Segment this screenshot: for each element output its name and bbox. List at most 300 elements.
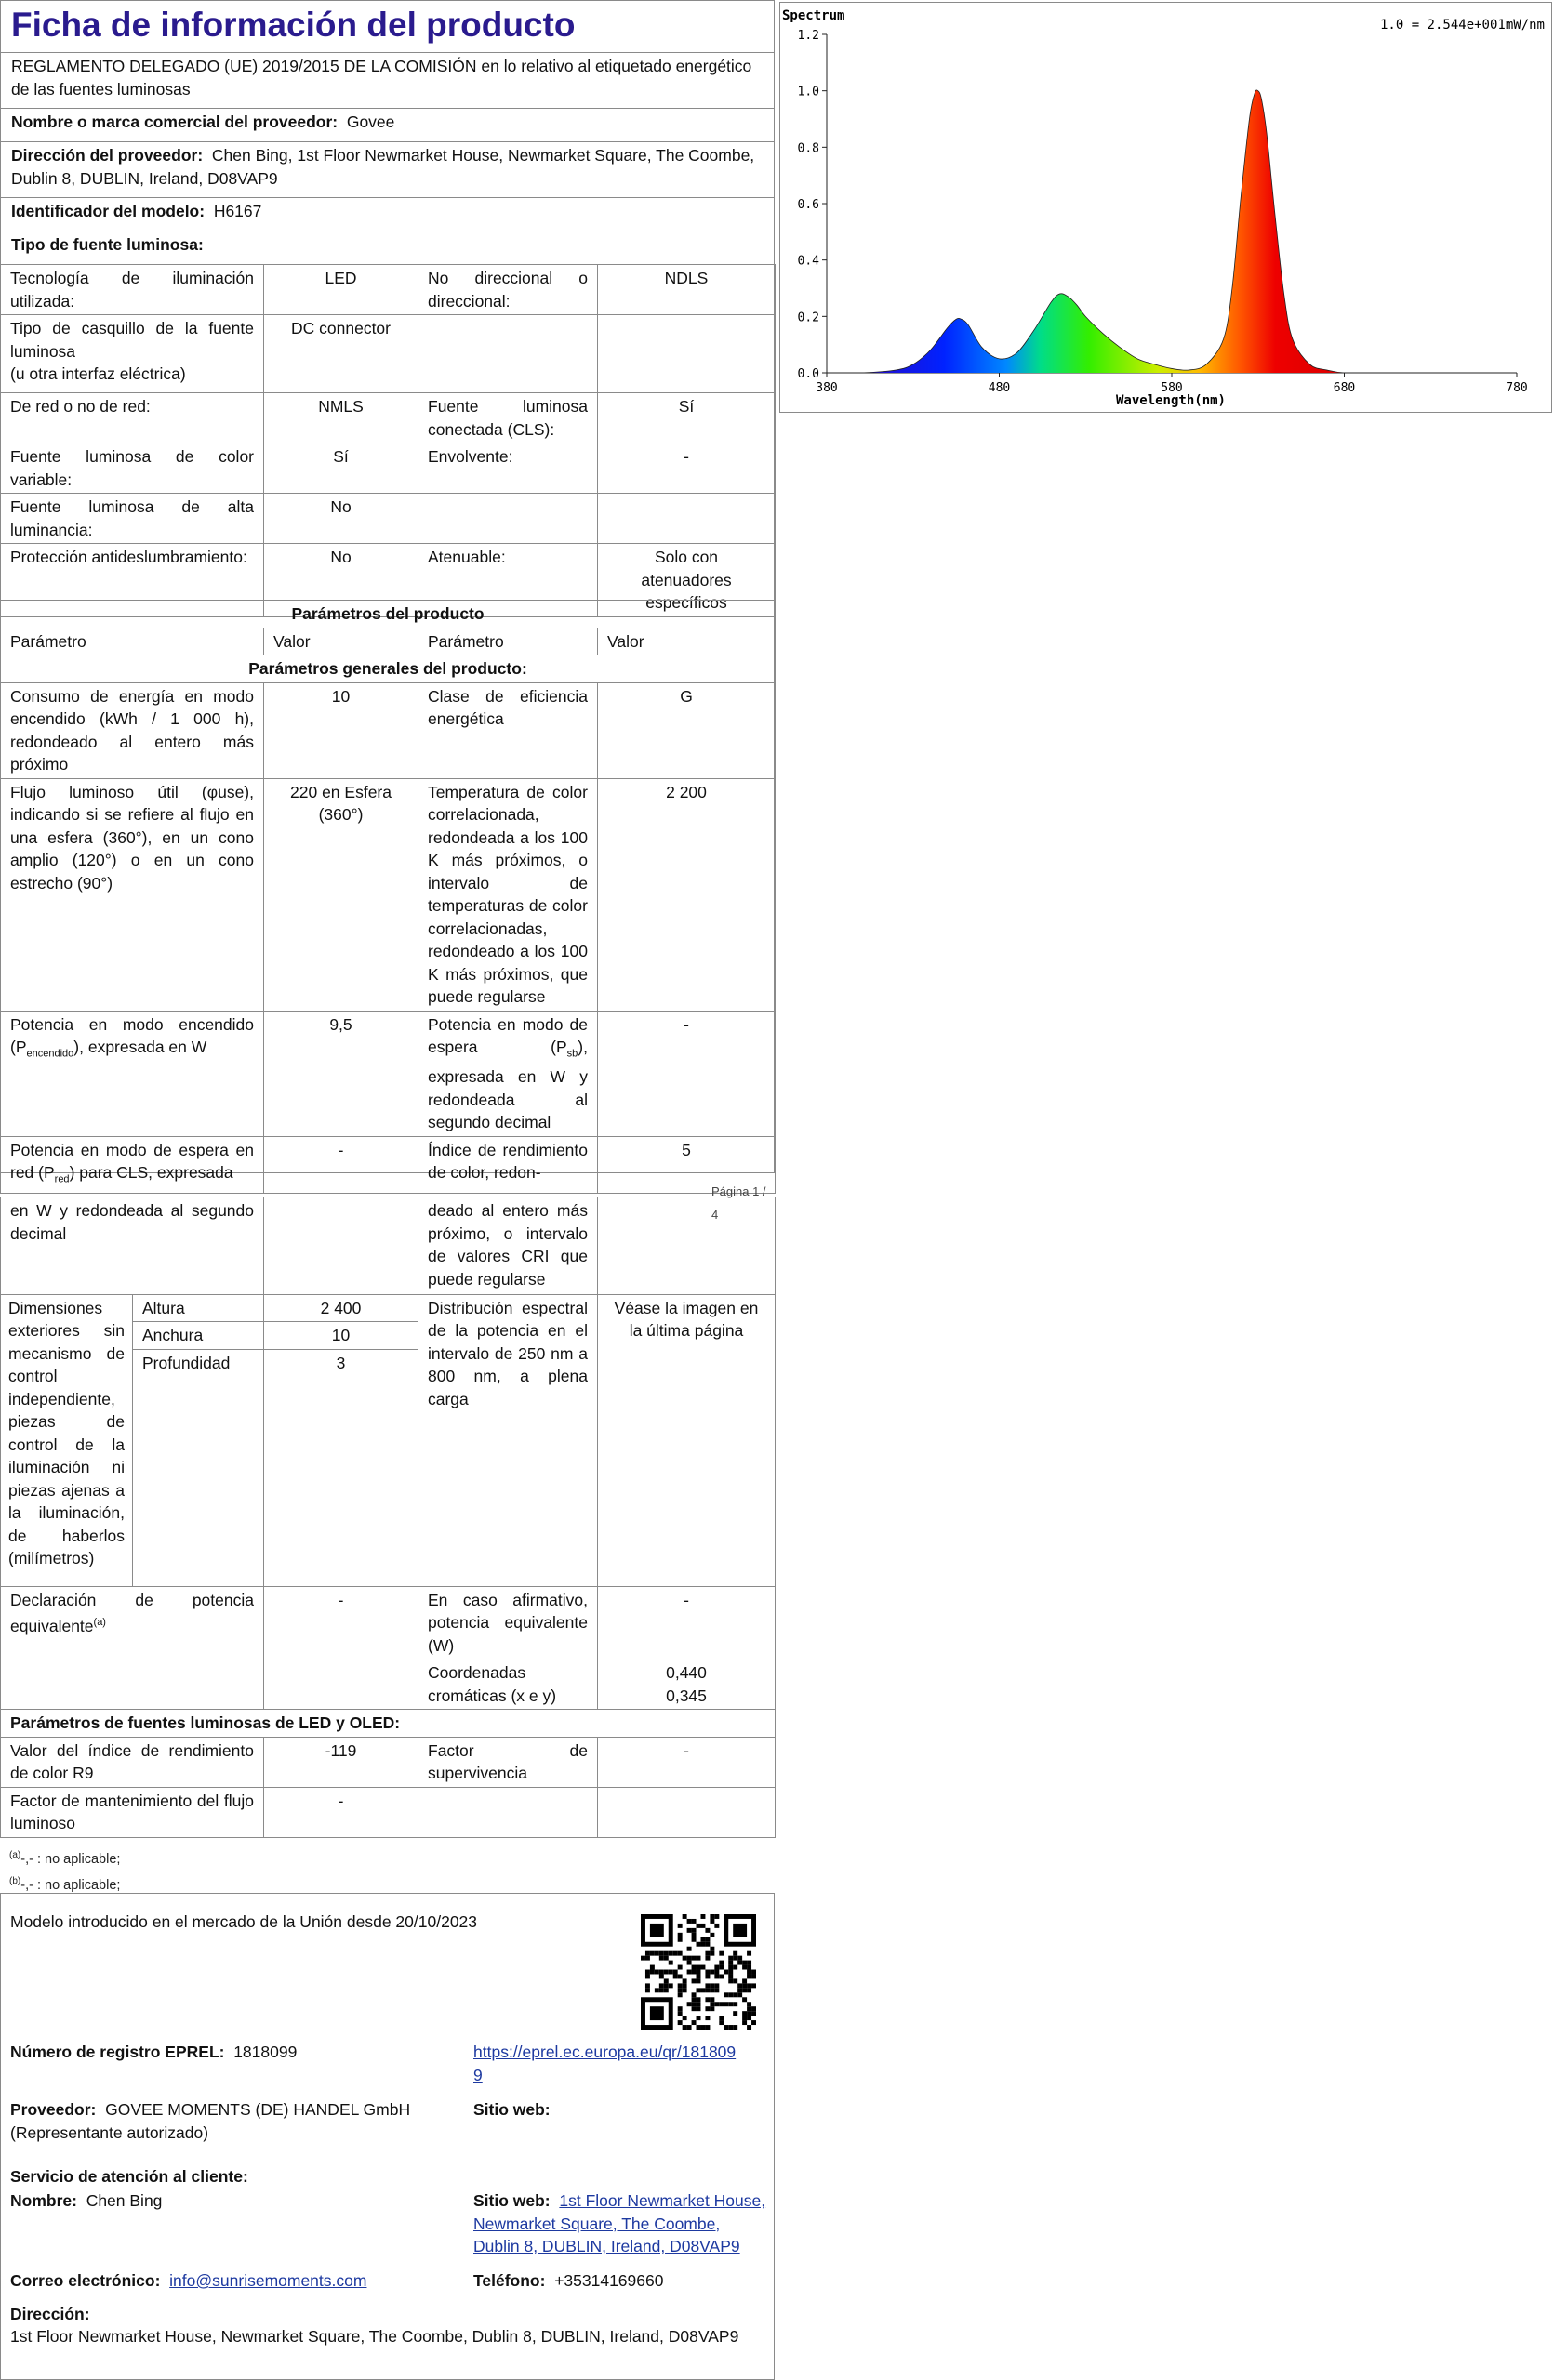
empty-cell [264,1659,418,1710]
on-mode-power-value: 9,5 [264,1011,418,1136]
qr-module [673,1951,678,1956]
type-header: Tipo de fuente luminosa: [0,231,775,264]
y-tick-label: 1.0 [797,85,819,99]
empty-cell [418,1787,598,1837]
qr-module [692,1970,697,1975]
qr-module [719,2002,724,2006]
qr-module [678,1965,683,1970]
qr-module [650,2006,664,2020]
lumen-maintenance-label: Factor de mantenimiento del flujo luminoso [1,1787,264,1837]
qr-module [700,1914,705,1919]
high-luminance-label: Fuente luminosa de alta luminancia: [1,494,264,544]
table-row [1,443,776,494]
qr-module [697,1997,701,2002]
qr-module [728,1956,733,1961]
qr-module [705,1983,710,1988]
empty-cell [1,1659,264,1710]
energy-class-label: Clase de eficiencia energética [418,682,598,778]
address-value: 1st Floor Newmarket House, Newmarket Square, The Coombe, Dublin 8, DUBLIN, Ireland, D08VAP9 [10,2327,739,2346]
qr-module [692,1919,697,1924]
qr-module [664,1970,669,1975]
qr-module [687,2025,692,2030]
qr-module [697,1970,701,1975]
qr-module [705,1988,710,1992]
qr-module [678,1988,683,1992]
qr-module [710,1947,714,1951]
email-row: Correo electrónico: info@sunrisemoments.com [10,2271,367,2290]
survival-factor-label: Factor de supervivencia [418,1737,598,1787]
x-tick-label: 480 [988,381,1011,395]
qr-module [669,1961,673,1965]
params-table [0,600,776,1194]
qr-module [641,1956,645,1961]
qr-module [687,1956,692,1961]
qr-module [669,1970,673,1975]
qr-module [664,1988,669,1992]
qr-module [733,2002,737,2006]
column-header-value: Valor [598,628,776,655]
spectrum-line [827,90,1517,373]
phone-value: +35314169660 [554,2271,664,2290]
qr-module [728,1974,733,1978]
qr-module [678,1937,683,1942]
qr-module [714,1970,719,1975]
qr-module [645,1951,650,1956]
qr-module [664,1978,669,1983]
qr-module [728,2025,733,2030]
qr-module [733,1965,737,1970]
qr-module [683,2016,687,2020]
dimensions-label: Dimensiones exteriores sin mecanismo de control independiente, piezas de control de la iluminación ni piezas ajenas a la iluminación, de haberlos (milímetros) [1,1294,133,1586]
table-row [1,682,776,778]
qr-module [737,1961,742,1965]
color-tunable-label: Fuente luminosa de color variable: [1,443,264,494]
qr-module [697,2016,701,2020]
table-row [1,1136,776,1194]
qr-module [650,1924,664,1937]
qr-module [687,1928,692,1933]
qr-module [650,1965,655,1970]
qr-module [659,1983,664,1988]
qr-module [705,1928,710,1933]
qr-module [737,1983,742,1988]
qr-module [683,1983,687,1988]
qr-module [724,2025,728,2030]
table-row [1,655,776,683]
network-standby-label-cont: en W y redondeada al segundo decimal [1,1197,264,1294]
qr-module [678,2011,683,2016]
qr-module [751,1970,756,1975]
high-luminance-value: No [264,494,418,544]
qr-module [705,1942,710,1947]
table-row [1,628,776,655]
qr-module [645,1974,650,1978]
envelope-value: - [598,443,776,494]
qr-module [751,1974,756,1978]
table-row [1,1787,776,1837]
table-row [1,393,776,443]
qr-module [683,2025,687,2030]
supplier-address-row [0,141,775,197]
led-header: Parámetros de fuentes luminosas de LED y OLED: [1,1710,776,1738]
directional-value: NDLS [598,265,776,315]
energy-class-value: G [598,682,776,778]
empty-cell [264,1197,418,1294]
qr-module [700,1924,705,1928]
qr-module [747,2006,751,2011]
qr-module [724,1992,728,1997]
qr-module [747,2025,751,2030]
x-tick-label: 580 [1161,381,1183,395]
qr-module [710,2006,714,2011]
qr-module [697,1974,701,1978]
table-row [1,315,776,393]
qr-module [714,1965,719,1970]
qr-module [705,1951,710,1956]
model-label: Identificador del modelo: [11,202,206,220]
table-row [1,265,776,315]
qr-module [747,2016,751,2020]
cap-type-label: Tipo de casquillo de la fuente luminosa (u otra interfaz eléctrica) [1,315,264,393]
r9-value: -119 [264,1737,418,1787]
qr-module [659,1956,664,1961]
table-row [1,1659,776,1710]
qr-module [710,1933,714,1937]
envelope-label: Envolvente: [418,443,598,494]
qr-code-icon[interactable] [641,1914,756,2030]
cap-type-value: DC connector [264,315,418,393]
chart-title: Spectrum [782,8,845,23]
table-row [1,1197,776,1294]
qr-module [747,1961,751,1965]
qr-module [683,1914,687,1919]
height-label: Altura [133,1294,264,1322]
qr-module [742,1978,747,1983]
depth-value: 3 [264,1349,418,1586]
empty-cell [598,315,776,393]
table-row [1,1011,776,1136]
qr-module [742,2020,747,2025]
color-tunable-value: Sí [264,443,418,494]
y-tick-label: 0.6 [797,198,819,212]
cri-label-cont: deado al entero más próximo, o intervalo de valores CRI que puede regularse [418,1197,598,1294]
network-standby-label: Potencia en modo de espera en red $(P_{red})$ para CLS, expresada [1,1136,264,1194]
qr-module [733,1978,737,1983]
qr-module [697,1988,701,1992]
qr-module [724,2002,728,2006]
qr-module [714,1983,719,1988]
qr-module [697,2006,701,2011]
qr-module [710,1997,714,2002]
qr-module [692,1978,697,1983]
contact-name: Chen Bing [86,2191,163,2210]
qr-module [697,1978,701,1983]
luminous-flux-label: Flujo luminoso útil (φuse), indicando si se refiere al flujo en una esfera (360°), en un cono amplio (120°) o en un cono estrecho (90°) [1,778,264,1011]
cls-label: Fuente luminosa conectada (CLS): [418,393,598,443]
qr-module [673,1974,678,1978]
qr-module [645,1970,650,1975]
qr-module [719,1974,724,1978]
spectrum-area [827,90,1517,373]
qr-module [710,1914,714,1919]
qr-module [705,2006,710,2011]
qr-module [683,1978,687,1983]
directional-label: No direccional o direccional: [418,265,598,315]
qr-module [751,1983,756,1988]
spectral-distribution-label: Distribución espectral de la potencia en el intervalo de 250 nm a 800 nm, a plena carga [418,1294,598,1586]
qr-module [678,1992,683,1997]
qr-module [669,1983,673,1988]
qr-module [733,1956,737,1961]
qr-module [692,1956,697,1961]
qr-module [700,1965,705,1970]
qr-module [659,1951,664,1956]
qr-module [742,1965,747,1970]
supplier-name-value: Govee [346,112,395,131]
qr-module [697,1942,701,1947]
spectrum-chart [779,2,1552,413]
page-number: Página 1 / 4 [711,1184,766,1222]
column-header-param: Parámetro [1,628,264,655]
chromaticity-value: 0,440 0,345 [598,1659,776,1710]
regulation-text: REGLAMENTO DELEGADO (UE) 2019/2015 DE LA COMISIÓN en lo relativo al etiquetado energético de las fuentes luminosas [0,52,775,108]
qr-module [710,1970,714,1975]
qr-module [678,2006,683,2011]
qr-module [692,1992,697,1997]
eprel-row: Número de registro EPREL: 1818099 [10,2043,298,2061]
qr-module [747,1983,751,1988]
contact-name-row: Nombre: Chen Bing [10,2191,163,2210]
qr-module [650,1951,655,1956]
qr-module [751,2020,756,2025]
qr-module [697,2002,701,2006]
general-header: Parámetros generales del producto: [1,655,776,683]
qr-module [697,1956,701,1961]
footnote-b: $^{(b)}$-,- : no aplicable; [9,1876,121,1893]
qr-module [669,1951,673,1956]
qr-module [705,1997,710,2002]
qr-module [710,1983,714,1988]
qr-module [733,1924,747,1937]
qr-module [710,2002,714,2006]
height-value: 2 400 [264,1294,418,1322]
empty-cell [598,494,776,544]
table-row [1,1710,776,1738]
cct-label: Temperatura de color correlacionada, redondeada a los 100 K más próximos, o intervalo de temperaturas de color correlacionadas, redondeado a los 100 K más próximos, que puede regularse [418,778,598,1011]
qr-module [700,2025,705,2030]
qr-module [697,2025,701,2030]
market-date: Modelo introducido en el mercado de la Unión desde 20/10/2023 [10,1912,478,1931]
x-tick-label: 780 [1506,381,1528,395]
qr-module [710,1988,714,1992]
cct-value: 2 200 [598,778,776,1011]
qr-module [737,1956,742,1961]
phone-row: Teléfono: +35314169660 [473,2271,664,2290]
params-table-continued [0,1197,776,1838]
qr-module [742,1983,747,1988]
qr-module [705,1937,710,1942]
qr-module [742,2016,747,2020]
qr-module [687,1919,692,1924]
qr-module [742,1988,747,1992]
r9-label: Valor del índice de rendimiento de color R9 [1,1737,264,1787]
on-mode-power-label: Potencia en modo encendido $(P_{encendido})$, expresada en W [1,1011,264,1136]
qr-module [692,2020,697,2025]
qr-module [719,2016,724,2020]
qr-module [664,1983,669,1988]
qr-module [659,1988,664,1992]
qr-module [728,1978,733,1983]
column-header-param: Parámetro [418,628,598,655]
qr-module [724,1970,728,1975]
qr-module [719,1965,724,1970]
y-tick-label: 0.2 [797,311,819,325]
equivalent-watts-value: - [598,1586,776,1659]
chart-axes [798,29,1528,395]
equivalent-power-value: - [264,1586,418,1659]
qr-module [751,2011,756,2016]
qr-module [719,2020,724,2025]
qr-module [728,1970,733,1975]
qr-module [714,1914,719,1919]
qr-module [747,1974,751,1978]
x-tick-label: 380 [816,381,838,395]
table-row [1,1586,776,1659]
qr-module [645,1988,650,1992]
qr-module [692,1933,697,1937]
qr-module [733,2025,737,2030]
table-row [1,494,776,544]
qr-module [742,1961,747,1965]
qr-module [655,1970,659,1975]
qr-module [742,2011,747,2016]
qr-module [659,1974,664,1978]
qr-module [710,1951,714,1956]
qr-module [747,1988,751,1992]
table-row [1,1737,776,1787]
qr-module [673,1970,678,1975]
website2-link[interactable]: 1st Floor Newmarket House, Newmarket Square, The Coombe, Dublin 8, DUBLIN, Ireland, D08VAP9 [473,2191,766,2255]
qr-module [728,1992,733,1997]
luminous-flux-value: 220 en Esfera (360°) [264,778,418,1011]
supplier-row: Proveedor: GOVEE MOMENTS (DE) HANDEL GmbH (Representante autorizado) [10,2100,411,2142]
anti-glare-label: Protección antideslumbramiento: [1,544,264,617]
qr-module [692,2006,697,2011]
qr-module [659,1970,664,1975]
qr-module [737,1988,742,1992]
type-table [0,264,776,617]
qr-module [705,1970,710,1975]
empty-cell [418,315,598,393]
email-link[interactable]: info@sunrisemoments.com [169,2271,367,2290]
qr-module [714,1974,719,1978]
qr-module [678,2020,683,2025]
qr-module [692,2002,697,2006]
qr-module [664,1951,669,1956]
energy-consumption-label: Consumo de energía en modo encendido (kWh / 1 000 h), redondeado al entero más próximo [1,682,264,778]
qr-module [714,2002,719,2006]
qr-module [705,2025,710,2030]
website2-row: Sitio web: 1st Floor Newmarket House, Newmarket Square, The Coombe, Dublin 8, DUBLIN, Ireland, D08VAP9 [473,2191,766,2255]
equivalent-power-label: Declaración de potencia equivalente$^{(a)}$ [1,1586,264,1659]
tech-label: Tecnología de iluminación utilizada: [1,265,264,315]
supplier-value: GOVEE MOMENTS (DE) HANDEL GmbH (Representante autorizado) [10,2100,411,2142]
network-standby-value: - [264,1136,418,1194]
empty-cell [598,1197,776,1294]
qr-module [742,1997,747,2002]
cri-label: Índice de rendimiento de color, redon- [418,1136,598,1194]
qr-module [737,1992,742,1997]
qr-module [678,1951,683,1956]
supplier-name-row [0,108,775,141]
dimmable-value: Solo con atenuadores específicos [598,544,776,617]
depth-label: Profundidad [133,1349,264,1586]
qr-module [747,1965,751,1970]
table-row [1,778,776,1011]
chromaticity-label: Coordenadas cromáticas (x e y) [418,1659,598,1710]
qr-module [692,1928,697,1933]
website-label: Sitio web: [473,2100,551,2119]
address-label: Dirección: [10,2305,90,2323]
supplier-address-value: Chen Bing, 1st Floor Newmarket House, Newmarket Square, The Coombe, Dublin 8, DUBLIN, Ireland, D08VAP9 [11,146,755,188]
model-row [0,197,775,231]
customer-service-label: Servicio de atención al cliente: [10,2167,248,2186]
qr-module [664,1956,669,1961]
spectrum-svg [780,3,1551,412]
qr-module [714,1988,719,1992]
survival-factor-value: - [598,1737,776,1787]
supplier-name-label: Nombre o marca comercial del proveedor: [11,112,339,131]
model-value: H6167 [213,202,262,220]
eprel-number: 1818099 [233,2043,298,2061]
qr-module [747,2002,751,2006]
qr-module [655,1951,659,1956]
empty-cell [418,494,598,544]
eprel-link[interactable]: https://eprel.ec.europa.eu/qr/1818099 [473,2043,737,2084]
qr-module [733,1992,737,1997]
x-axis-label: Wavelength(nm) [1115,393,1227,408]
standby-power-value: - [598,1011,776,1136]
mains-label: De red o no de red: [1,393,264,443]
qr-module [714,1924,719,1928]
footnote-a: $^{(a)}$-,- : no aplicable; [9,1850,121,1867]
qr-module [705,1974,710,1978]
qr-module [655,1988,659,1992]
table-row [1,601,776,628]
qr-module [751,2006,756,2011]
empty-cell [598,1787,776,1837]
qr-module [733,1951,737,1956]
mains-value: NMLS [264,393,418,443]
qr-module [733,2011,737,2016]
lumen-maintenance-value: - [264,1787,418,1837]
qr-module [728,1965,733,1970]
energy-consumption-value: 10 [264,682,418,778]
qr-module [650,1970,655,1975]
y-tick-label: 0.0 [797,367,819,381]
y-tick-label: 0.8 [797,141,819,156]
qr-module [747,2011,751,2016]
table-row [1,1294,776,1322]
qr-module [700,1937,705,1942]
qr-module [645,1983,650,1988]
qr-module [747,1951,751,1956]
qr-module [697,1965,701,1970]
qr-module [747,1970,751,1975]
y-tick-label: 0.4 [797,254,819,269]
qr-module [692,1965,697,1970]
qr-module [692,1997,697,2002]
